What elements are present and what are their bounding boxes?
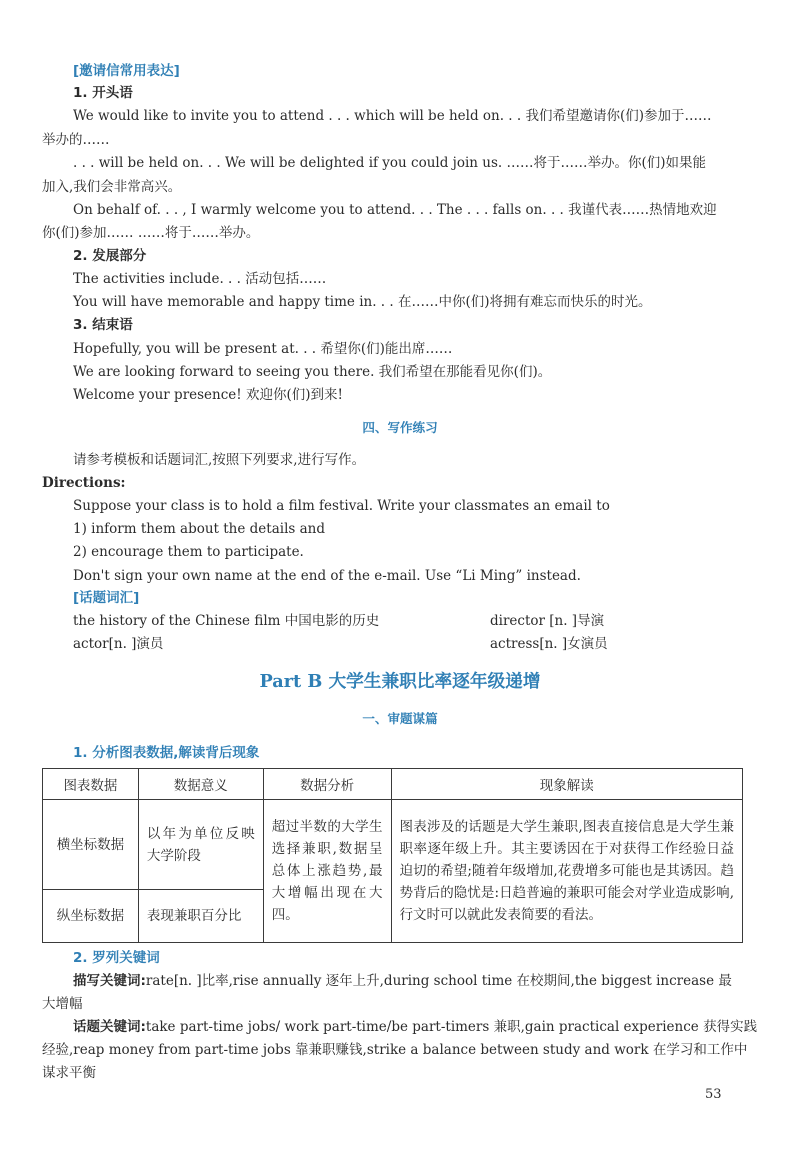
chart-analysis-table xyxy=(42,768,743,943)
opening-subheading: 1. 开头语 xyxy=(73,85,133,101)
vocab-item: actor[n. ]演员 xyxy=(73,636,164,652)
expr-line: 你(们)参加…… ……将于……举办。 xyxy=(42,225,260,241)
topic-keywords-label: 话题关键词: xyxy=(73,1019,146,1035)
expr-line: Hopefully, you will be present at. . . 希望你(们)能出席…… xyxy=(73,341,453,357)
table-header: 图表数据 xyxy=(43,769,139,800)
page-number: 53 xyxy=(705,1087,722,1102)
keyword-text: take part-time jobs/ work part-time/be part-timers 兼职,gain practical experience 获得实践 xyxy=(145,1019,758,1035)
table-header: 数据分析 xyxy=(263,769,391,800)
table-cell: 超过半数的大学生选择兼职,数据呈总体上涨趋势,最大增幅出现在大四。 xyxy=(263,800,391,943)
writing-practice-title: 四、写作练习 xyxy=(362,420,438,435)
practice-intro: 请参考模板和话题词汇,按照下列要求,进行写作。 xyxy=(73,452,366,468)
directions-label: Directions: xyxy=(42,475,126,491)
expr-line: You will have memorable and happy time in. . . 在……中你(们)将拥有难忘而快乐的时光。 xyxy=(73,294,652,310)
expr-line: 举办的…… xyxy=(42,132,110,148)
direction-line: 1) inform them about the details and xyxy=(73,521,326,537)
vocab-item: the history of the Chinese film 中国电影的历史 xyxy=(73,613,380,629)
keyword-line: 经验,reap money from part-time jobs 靠兼职赚钱,strike a balance between study and work 在学习和工作中 xyxy=(42,1042,748,1058)
expr-line: 加入,我们会非常高兴。 xyxy=(42,179,182,195)
table-cell: 纵坐标数据 xyxy=(43,890,139,943)
keyword-line: 大增幅 xyxy=(42,996,83,1012)
closing-subheading: 3. 结束语 xyxy=(73,317,133,333)
invite-expressions-heading: [邀请信常用表达] xyxy=(73,63,180,79)
table-header: 现象解读 xyxy=(391,769,742,800)
keyword-line xyxy=(73,972,732,990)
list-keywords-subheading: 2. 罗列关键词 xyxy=(73,950,160,966)
keyword-line xyxy=(73,1018,757,1036)
table-cell: 以年为单位反映大学阶段 xyxy=(138,800,263,890)
expr-line: We would like to invite you to attend . . . which will be held on. . . 我们希望邀请你(们)参加于…… xyxy=(73,108,712,124)
topic-vocab-heading: [话题词汇] xyxy=(73,590,140,606)
vocab-item: actress[n. ]女演员 xyxy=(490,636,608,652)
keyword-text: rate[n. ]比率,rise annually 逐年上升,during school time 在校期间,the biggest increase 最 xyxy=(145,973,732,989)
section-review-plan: 一、审题谋篇 xyxy=(362,711,438,726)
analyze-chart-subheading: 1. 分析图表数据,解读背后现象 xyxy=(73,745,260,761)
direction-line: Don't sign your own name at the end of the e-mail. Use “Li Ming” instead. xyxy=(73,568,581,584)
expr-line: The activities include. . . 活动包括…… xyxy=(73,271,327,287)
development-subheading: 2. 发展部分 xyxy=(73,248,147,264)
table-cell: 图表涉及的话题是大学生兼职,图表直接信息是大学生兼职率逐年级上升。其主要诱因在于对获得工作经验日益迫切的希望;随着年级增加,花费增多可能也是其诱因。趋势背后的隐忧是:日趋普遍的兼职可能会对学业造成影响,行文时可以就此发表简要的看法。 xyxy=(391,800,742,943)
expr-line: On behalf of. . . , I warmly welcome you to attend. . . The . . . falls on. . . 我谨代表……热情地欢迎 xyxy=(73,202,717,218)
vocab-item: director [n. ]导演 xyxy=(490,613,605,629)
expr-line: Welcome your presence! 欢迎你(们)到来! xyxy=(73,387,343,403)
expr-line: We are looking forward to seeing you there. 我们希望在那能看见你(们)。 xyxy=(73,364,552,380)
description-keywords-label: 描写关键词: xyxy=(73,973,146,989)
direction-line: 2) encourage them to participate. xyxy=(73,544,304,560)
table-header: 数据意义 xyxy=(138,769,263,800)
direction-line: Suppose your class is to hold a film festival. Write your classmates an email to xyxy=(73,498,610,514)
table-cell: 表现兼职百分比 xyxy=(138,890,263,943)
table-cell: 横坐标数据 xyxy=(43,800,139,890)
keyword-line: 谋求平衡 xyxy=(42,1065,96,1081)
part-b-title: Part B 大学生兼职比率逐年级递增 xyxy=(259,671,541,692)
expr-line: . . . will be held on. . . We will be delighted if you could join us. ……将于……举办。你(们)如果能 xyxy=(73,155,707,171)
